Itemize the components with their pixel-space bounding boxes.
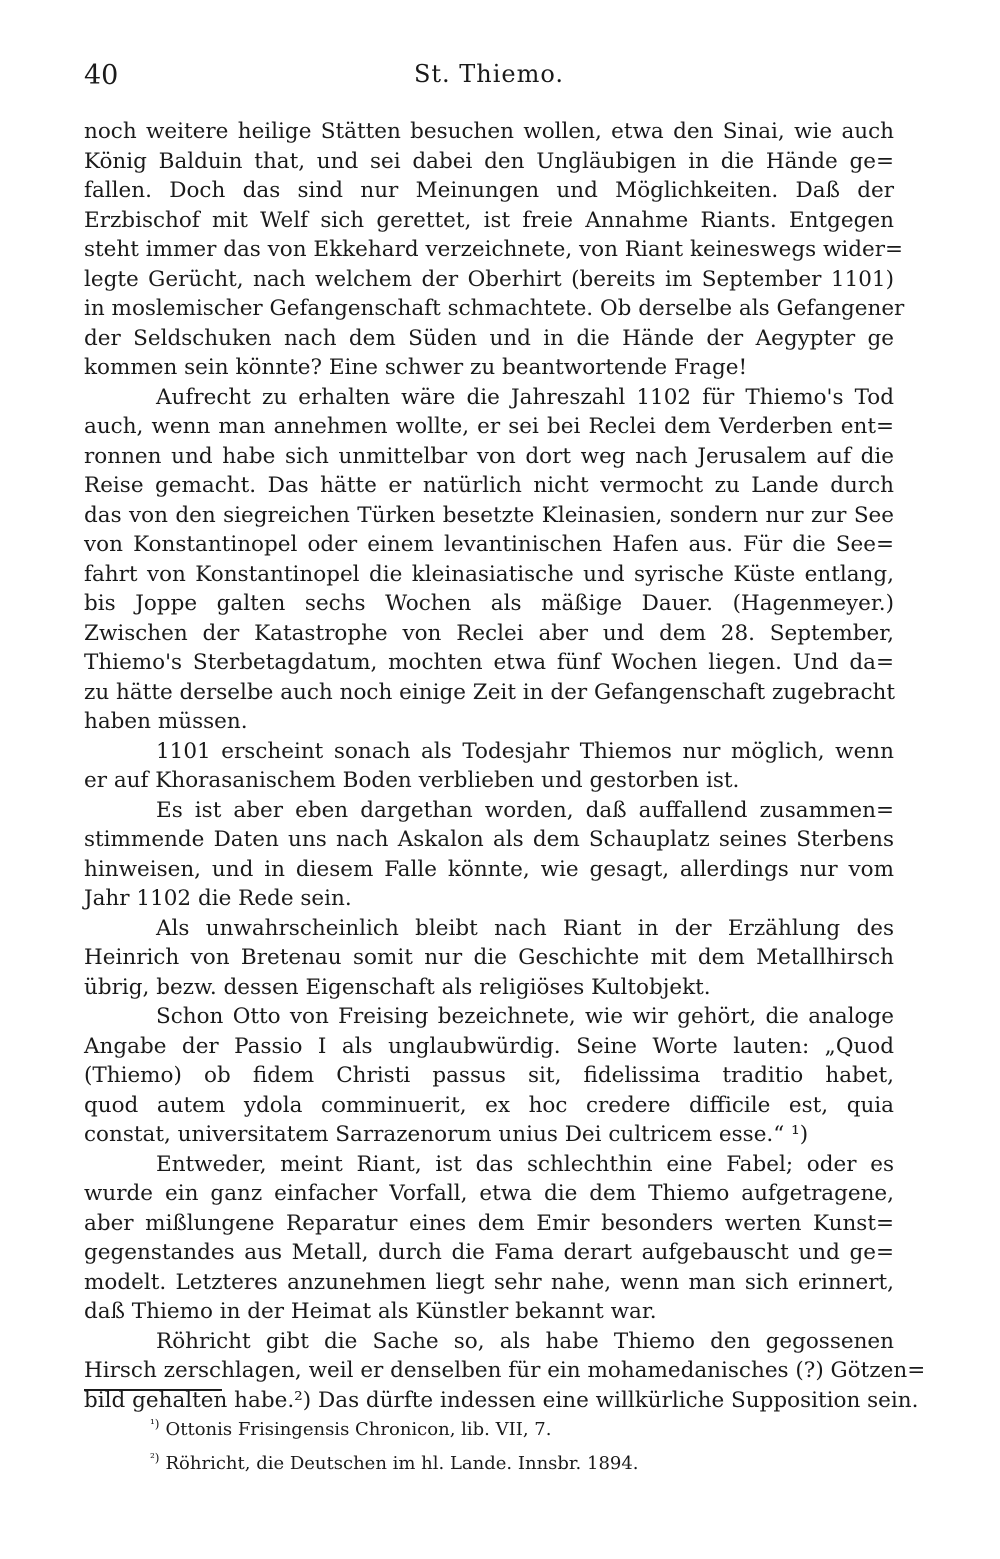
text-line: Thiemo's Sterbetagdatum, mochten etwa fünf Wochen liegen. Und da= xyxy=(84,650,894,675)
text-line: wurde ein ganz einfacher Vorfall, etwa die dem Thiemo aufgetragene, xyxy=(84,1181,894,1206)
text-line: von Konstantinopel oder einem levantinischen Hafen aus. Für die See= xyxy=(84,532,894,557)
text-line: Jahr 1102 die Rede sein. xyxy=(84,886,352,911)
running-title: St. Thiemo. xyxy=(413,60,565,88)
text-line: Reise gemacht. Das hätte er natürlich nicht vermocht zu Lande durch xyxy=(84,473,894,498)
footnote xyxy=(150,1410,770,1444)
text-line: Erzbischof mit Welf sich gerettet, ist freie Annahme Riants. Entgegen xyxy=(84,207,894,233)
text-line: Angabe der Passio I als unglaubwürdig. Seine Worte lauten: „Quod xyxy=(84,1033,894,1059)
page-header xyxy=(84,60,894,90)
text-line: Röhricht gibt die Sache so, als habe Thiemo den gegossenen xyxy=(156,1328,894,1354)
footnote-text: Ottonis Frisingensis Chronicon, lib. VII, 7. xyxy=(165,1419,552,1440)
footnote-text: Röhricht, die Deutschen im hl. Lande. Innsbr. 1894. xyxy=(165,1453,639,1474)
text-line: Entweder, meint Riant, ist das schlechthin eine Fabel; oder es xyxy=(156,1151,894,1177)
page-number: 40 xyxy=(84,60,119,91)
text-line: übrig, bezw. dessen Eigenschaft als religiöses Kultobjekt. xyxy=(84,974,711,1000)
text-line: Als unwahrscheinlich bleibt nach Riant in der Erzählung des xyxy=(156,915,894,941)
text-line: hinweisen, und in diesem Falle könnte, wie gesagt, allerdings nur vom xyxy=(84,856,894,882)
text-line: bis Joppe galten sechs Wochen als mäßige Dauer. (Hagenmeyer.) xyxy=(84,591,894,616)
text-line: der Seldschuken nach dem Süden und in die Hände der Aegypter ge xyxy=(84,325,894,351)
text-line: ronnen und habe sich unmittelbar von dort weg nach Jerusalem auf die xyxy=(84,443,894,469)
text-line: gegenstandes aus Metall, durch die Fama derart aufgebauscht und ge= xyxy=(84,1240,894,1265)
text-line: stimmende Daten uns nach Askalon als dem Schauplatz seines Sterbens xyxy=(84,827,894,852)
text-line: Heinrich von Bretenau somit nur die Geschichte mit dem Metallhirsch xyxy=(84,945,894,970)
text-line: 1101 erscheint sonach als Todesjahr Thiemos nur möglich, wenn xyxy=(156,738,894,764)
text-line: Hirsch zerschlagen, weil er denselben für ein mohamedanisches (?) Götzen= xyxy=(84,1358,926,1383)
text-line: (Thiemo) ob fidem Christi passus sit, fidelissima traditio habet, xyxy=(84,1063,894,1088)
text-line: das von den siegreichen Türken besetzte Kleinasien, sondern nur zur See xyxy=(84,502,894,528)
text-line: kommen sein könnte? Eine schwer zu beantwortende Frage! xyxy=(84,355,748,380)
text-line: Schon Otto von Freising bezeichnete, wie wir gehört, die analoge xyxy=(156,1004,894,1029)
text-line: quod autem ydola comminuerit, ex hoc credere difficile est, quia xyxy=(84,1092,894,1118)
text-line: legte Gerücht, nach welchem der Oberhirt (bereits im September 1101) xyxy=(84,266,894,292)
text-line: er auf Khorasanischem Boden verblieben und gestorben ist. xyxy=(84,768,740,793)
text-line: Zwischen der Katastrophe von Reclei aber und dem 28. September, xyxy=(84,620,894,646)
text-line: in moslemischer Gefangenschaft schmachtete. Ob derselbe als Gefangener xyxy=(84,296,905,321)
text-line: bild gehalten habe.²) Das dürfte indessen eine willkürliche Supposition sein. xyxy=(84,1387,919,1413)
footnote xyxy=(150,1444,770,1478)
text-line: steht immer das von Ekkehard verzeichnete, von Riant keineswegs wider= xyxy=(84,237,904,262)
page-body xyxy=(84,117,926,1415)
footnote-divider xyxy=(84,1389,222,1391)
text-line: fahrt von Konstantinopel die kleinasiatische und syrische Küste entlang, xyxy=(84,561,894,587)
text-line: Aufrecht zu erhalten wäre die Jahreszahl 1102 für Thiemo's Tod xyxy=(156,384,894,410)
text-line: daß Thiemo in der Heimat als Künstler bekannt war. xyxy=(84,1299,657,1324)
text-line: Es ist aber eben dargethan worden, daß auffallend zusammen= xyxy=(156,797,894,823)
footnote-marker: ¹) xyxy=(150,1417,160,1431)
text-line: modelt. Letzteres anzunehmen liegt sehr nahe, wenn man sich erinnert, xyxy=(84,1269,894,1295)
footnotes xyxy=(150,1410,770,1478)
text-line: fallen. Doch das sind nur Meinungen und Möglichkeiten. Daß der xyxy=(84,178,894,203)
text-line: aber mißlungene Reparatur eines dem Emir besonders werten Kunst= xyxy=(84,1210,894,1236)
footnote-marker: ²) xyxy=(150,1451,160,1465)
text-line: noch weitere heilige Stätten besuchen wollen, etwa den Sinai, wie auch xyxy=(84,119,894,144)
text-line: König Balduin that, und sei dabei den Ungläubigen in die Hände ge= xyxy=(84,148,894,174)
text-line: auch, wenn man annehmen wollte, er sei bei Reclei dem Verderben ent= xyxy=(84,414,894,439)
text-line: constat, universitatem Sarrazenorum unius Dei cultricem esse.“ ¹) xyxy=(84,1122,809,1147)
text-line: zu hätte derselbe auch noch einige Zeit in der Gefangenschaft zugebracht xyxy=(84,679,896,705)
text-line: haben müssen. xyxy=(84,709,248,734)
